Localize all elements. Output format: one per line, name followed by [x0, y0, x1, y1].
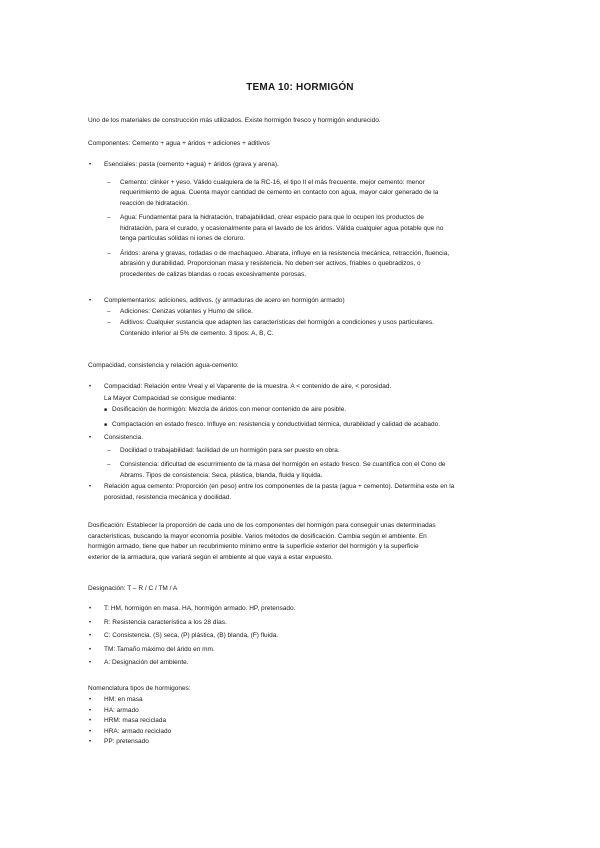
list-item: • HRM: masa reciclada	[104, 716, 404, 727]
dosificacion-paragraph: Dosificación: Establecer la proporción de cada uno de los componentes del hormigón para conseguir unas determinadas características, buscando la mayor economía posible. Varios métodos de dosificación. Cambia según el ambiente. En hormigón armado, tiene que haber un recubrimiento mínimo entre la superficie exterior del hormigón y la superficie exterior de la armadura, que variará según el ambiente al que vaya a estar expuesto.	[88, 522, 436, 561]
list-item: • R: Resistencia característica a los 28 días.	[104, 618, 544, 629]
bullet-icon: •	[89, 728, 92, 735]
page-title: TEMA 10: HORMIGÓN	[246, 82, 354, 93]
list-item: • Relación agua cemento: Proporción (en peso) entre los componentes de la pasta (agua + cemento). Determina este en la porosidad, resistencia mecánica y docilidad.	[89, 483, 455, 501]
bullet-icon: •	[89, 619, 92, 626]
dash-icon: –	[107, 307, 111, 315]
bullet-icon: •	[89, 739, 92, 745]
compacidad-list	[89, 382, 544, 503]
list-item-aridos: – Áridos: arena y gravas, rodadas o de machaqueo. Abarata, influye en la resistencia mecánica, retracción, fluencia, abrasión y durabilidad. Proporcionan masa y resistencia. No deben ser activos, friables o quebradizos, o procedentes de calizas blandas o rocas excesivamente porosas.	[107, 249, 450, 278]
list-item-agua: – Agua: Fundamental para la hidratación, trabajabilidad, crear espacio para que lo ocupen los productos de hidratación, para el curado, y ocasionalmente para el lavado de los áridos. Válida cualquier agua potable que no tenga partículas sólidas ni iones de cloruro.	[107, 214, 444, 242]
list-item: • Complementarios: adiciones, aditivos. (y armaduras de acero en hormigón armado)	[104, 296, 544, 307]
compacidad-subheading: La Mayor Compacidad se consigue mediante:	[104, 394, 237, 402]
components-list	[89, 160, 544, 280]
list-item: • Compacidad: Relación entre Vreal y el Vaparente de la muestra. A < contenido de aire, < porosidad.	[104, 382, 544, 393]
nomenclatura-heading: Nomenclatura tipos de hormigones:	[88, 685, 191, 692]
list-item-aditivos: – Aditivos: Cualquier sustancia que adapten las características del hormigón a condiciones y usos particulares. Contenido inferior al 5% de cemento. 3 tipos: A, B, C.	[107, 319, 434, 337]
list-item: • HA: armado	[104, 706, 404, 717]
bullet-icon: •	[89, 646, 92, 653]
bullet-icon: •	[89, 718, 92, 724]
list-item: • C: Consistencia. (S) seca, (P) plástica, (B) blanda, (F) fluida.	[104, 631, 544, 642]
dash-icon: –	[107, 461, 111, 468]
list-item: • A: Designación del ambiente.	[104, 658, 544, 669]
list-item-adiciones: – Adiciones: Cenizas volantes y Humo de sílice.	[120, 307, 544, 318]
list-item-cemento: – Cemento: clinker + yeso. Válido cualquiera de la RC-16, el tipo II el más frecuente. mejor cemento: menor requerimiento de agua. Cuenta mayor cantidad de cemento en contacto con agua, mayor calor generado de la reacción de hidratación.	[107, 178, 439, 207]
list-item-docilidad: – Docilidad o trabajabilidad: facilidad de un hormigón para ser puesto en obra.	[120, 446, 544, 457]
bullet-icon: •	[89, 707, 92, 714]
bullet-icon: •	[89, 162, 92, 168]
designacion-heading: Designación: T – R / C / TM / A	[88, 585, 178, 592]
dash-icon: –	[107, 446, 111, 454]
dash-icon: –	[107, 319, 111, 326]
complementary-list	[89, 296, 544, 339]
bullet-icon: •	[89, 484, 92, 490]
list-item: • PP: pretensado	[104, 737, 404, 748]
bullet-icon: •	[89, 606, 92, 612]
bullet-icon: •	[89, 298, 92, 304]
dash-icon: –	[107, 178, 111, 186]
dash-icon: –	[107, 249, 111, 257]
list-item: ■ Compactación en estado fresco. Influye en: resistencia y conductividad térmica, durabilidad y calidad de acabado.	[112, 420, 544, 431]
designacion-list	[89, 604, 544, 669]
components-heading: Componentes: Cemento + agua + áridos + adiciones + aditivos	[88, 140, 270, 147]
list-item: • HM: en masa	[104, 695, 404, 706]
bullet-icon: •	[89, 435, 92, 441]
intro-paragraph: Uno de los materiales de construcción más utilizados. Existe hormigón fresco y hormigón endurecido.	[88, 117, 381, 124]
list-item: • Consistencia.	[104, 433, 544, 444]
nomenclatura-list	[89, 695, 404, 748]
square-bullet-icon: ■	[104, 421, 108, 428]
list-item: • Esenciales: pasta (cemento +agua) + áridos (grava y arena).	[104, 160, 544, 171]
square-bullet-icon: ■	[104, 407, 108, 413]
bullet-icon: •	[89, 384, 92, 390]
list-item: • HRA: armado reciclado	[104, 727, 404, 738]
list-item: • TM: Tamaño máximo del árido en mm.	[104, 645, 544, 656]
list-item: • T: HM, hormigón en masa. HA, hormigón armado. HP, pretensado.	[104, 604, 544, 615]
bullet-icon: •	[89, 697, 92, 703]
list-item: ■ Dosificación de hormigón: Mezcla de áridos con menor contenido de aire posible.	[112, 405, 544, 416]
bullet-icon: •	[89, 633, 92, 639]
bullet-icon: •	[89, 660, 92, 666]
compacidad-heading: Compacidad, consistencia y relación agua-cemento:	[88, 362, 239, 369]
dash-icon: –	[107, 214, 111, 221]
list-item-consistencia: – Consistencia: dificultad de escurrimiento de la masa del hormigón en estado fresco. Se cuantifica con el Cono de Abrams. Tipos de consistencia: Seca, plástica, blanda, fluida y líquida.	[107, 461, 446, 479]
